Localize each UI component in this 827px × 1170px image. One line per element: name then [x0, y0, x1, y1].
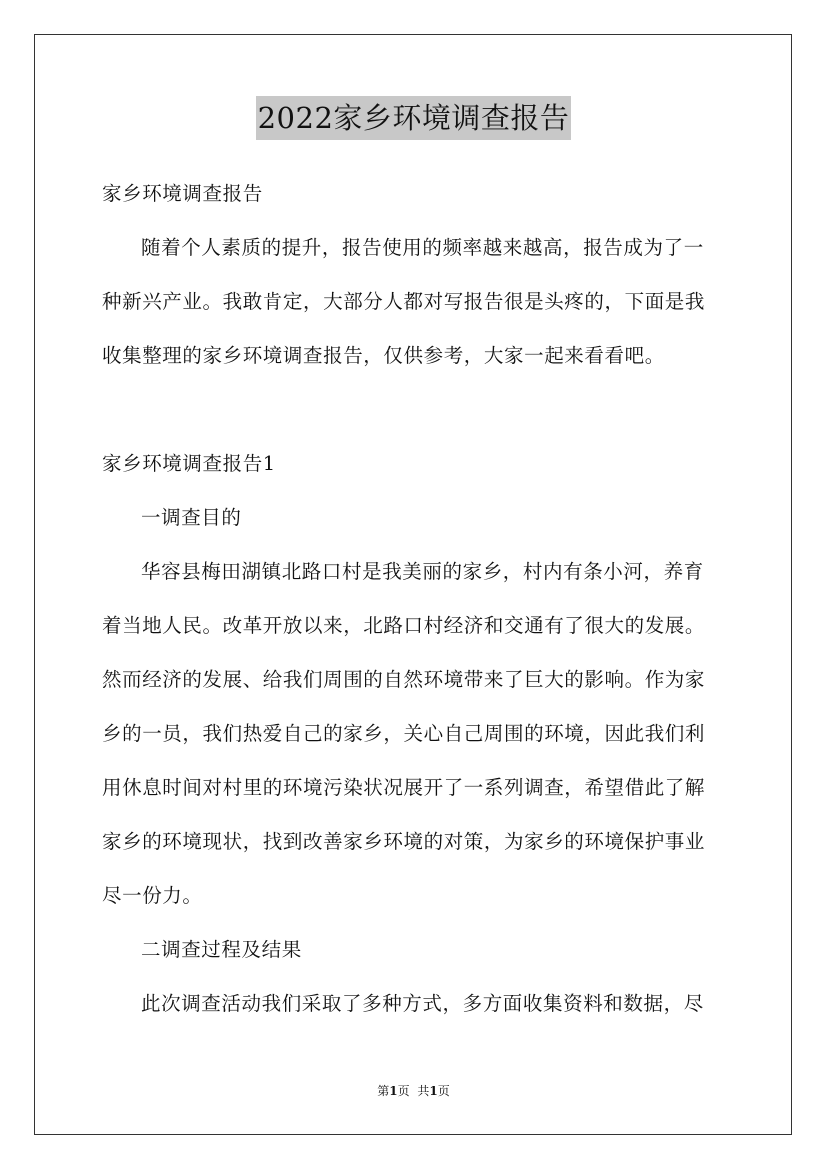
section1-heading: 一调查目的	[141, 506, 242, 529]
section1-line: 尽一份力。	[102, 884, 203, 907]
intro-line: 种新兴产业。我敢肯定，大部分人都对写报告很是头疼的，下面是我	[102, 290, 706, 313]
page-footer	[0, 1083, 827, 1099]
section2-line: 此次调查活动我们采取了多种方式，多方面收集资料和数据，尽	[141, 992, 704, 1015]
footer-page-suffix: 页	[397, 1084, 410, 1098]
footer-page-prefix: 第	[377, 1084, 390, 1098]
intro-line: 随着个人素质的提升，报告使用的频率越来越高，报告成为了一	[141, 236, 704, 259]
section1-line: 然而经济的发展、给我们周围的自然环境带来了巨大的影响。作为家	[102, 668, 706, 691]
intro-heading: 家乡环境调查报告	[102, 182, 263, 205]
footer-page-number: 1	[389, 1084, 398, 1098]
section1-line: 家乡的环境现状，找到改善家乡环境的对策，为家乡的环境保护事业	[102, 830, 706, 853]
section2-heading: 二调查过程及结果	[141, 938, 302, 961]
section1-line: 华容县梅田湖镇北路口村是我美丽的家乡，村内有条小河，养育	[141, 560, 704, 583]
footer-total-suffix: 页	[437, 1084, 450, 1098]
section1-line: 乡的一员，我们热爱自己的家乡，关心自己周围的环境，因此我们利	[102, 722, 706, 745]
footer-total-prefix: 共	[417, 1084, 430, 1098]
section1-line: 用休息时间对村里的环境污染状况展开了一系列调查，希望借此了解	[102, 776, 706, 799]
document-title: 2022家乡环境调查报告	[256, 96, 572, 140]
footer-total-number: 1	[429, 1084, 438, 1098]
intro-line: 收集整理的家乡环境调查报告，仅供参考，大家一起来看看吧。	[102, 344, 665, 367]
report-heading: 家乡环境调查报告1	[102, 452, 276, 475]
section1-line: 着当地人民。改革开放以来，北路口村经济和交通有了很大的发展。	[102, 614, 706, 637]
title-wrap	[0, 96, 827, 140]
